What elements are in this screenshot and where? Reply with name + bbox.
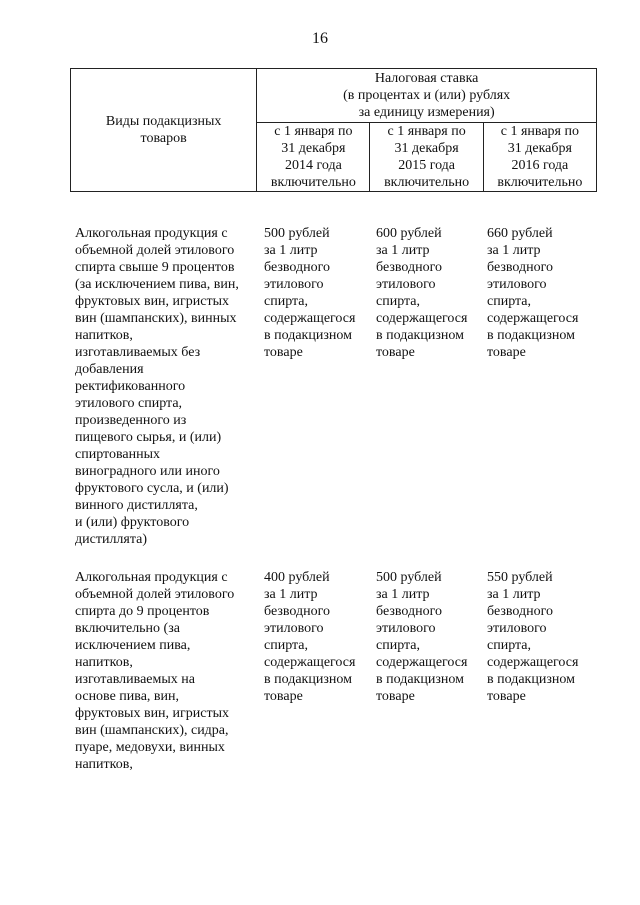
rate-2015-value: 600 рублей за 1 литр безводного этилового спирта, содержащегося в подакцизном товаре	[376, 226, 468, 360]
row-description: Алкогольная продукция с объемной долей этилового спирта свыше 9 процентов (за исключением пива, вин, фруктовых вин, игристых вин (шампанских), винных напитков, изготавливаемых без добавления ректификованного этилового спирта, произведенного из пищевого сырья, и (или) спиртованных виноградного или иного фруктового сусла, и (или) винного дистиллята, и (или) фруктового дистиллята)	[75, 226, 239, 547]
period-2014-label: с 1 января по 31 декабря 2014 года включительно	[270, 124, 356, 190]
period-2016-header	[483, 123, 596, 192]
rate-2014-value: 500 рублей за 1 литр безводного этилового спирта, содержащегося в подакцизном товаре	[264, 226, 356, 360]
page-number: 16	[312, 30, 328, 47]
period-2015-label: с 1 января по 31 декабря 2015 года включительно	[384, 124, 470, 190]
excise-goods-kinds-header	[71, 69, 257, 192]
period-2014-header	[257, 123, 370, 192]
tax-rate-header-table	[70, 68, 597, 192]
rate-2016-value: 550 рублей за 1 литр безводного этилового спирта, содержащегося в подакцизном товаре	[487, 570, 579, 704]
tax-rate-label: Налоговая ставка (в процентах и (или) рублях за единицу измерения)	[343, 71, 511, 120]
period-2016-label: с 1 января по 31 декабря 2016 года включительно	[497, 124, 583, 190]
rate-2015-value: 500 рублей за 1 литр безводного этилового спирта, содержащегося в подакцизном товаре	[376, 570, 468, 704]
rate-2016-value: 660 рублей за 1 литр безводного этилового спирта, содержащегося в подакцизном товаре	[487, 226, 579, 360]
tax-rate-header	[257, 69, 597, 123]
excise-goods-kinds-label: Виды подакцизных товаров	[105, 114, 222, 146]
period-2015-header	[370, 123, 483, 192]
rate-2014-value: 400 рублей за 1 литр безводного этилового спирта, содержащегося в подакцизном товаре	[264, 570, 356, 704]
row-description: Алкогольная продукция с объемной долей этилового спирта до 9 процентов включительно (за исключением пива, напитков, изготавливаемых на основе пива, вин, фруктовых вин, игристых вин (шампанских), сидра, пуаре, медовухи, винных напитков,	[75, 570, 235, 772]
